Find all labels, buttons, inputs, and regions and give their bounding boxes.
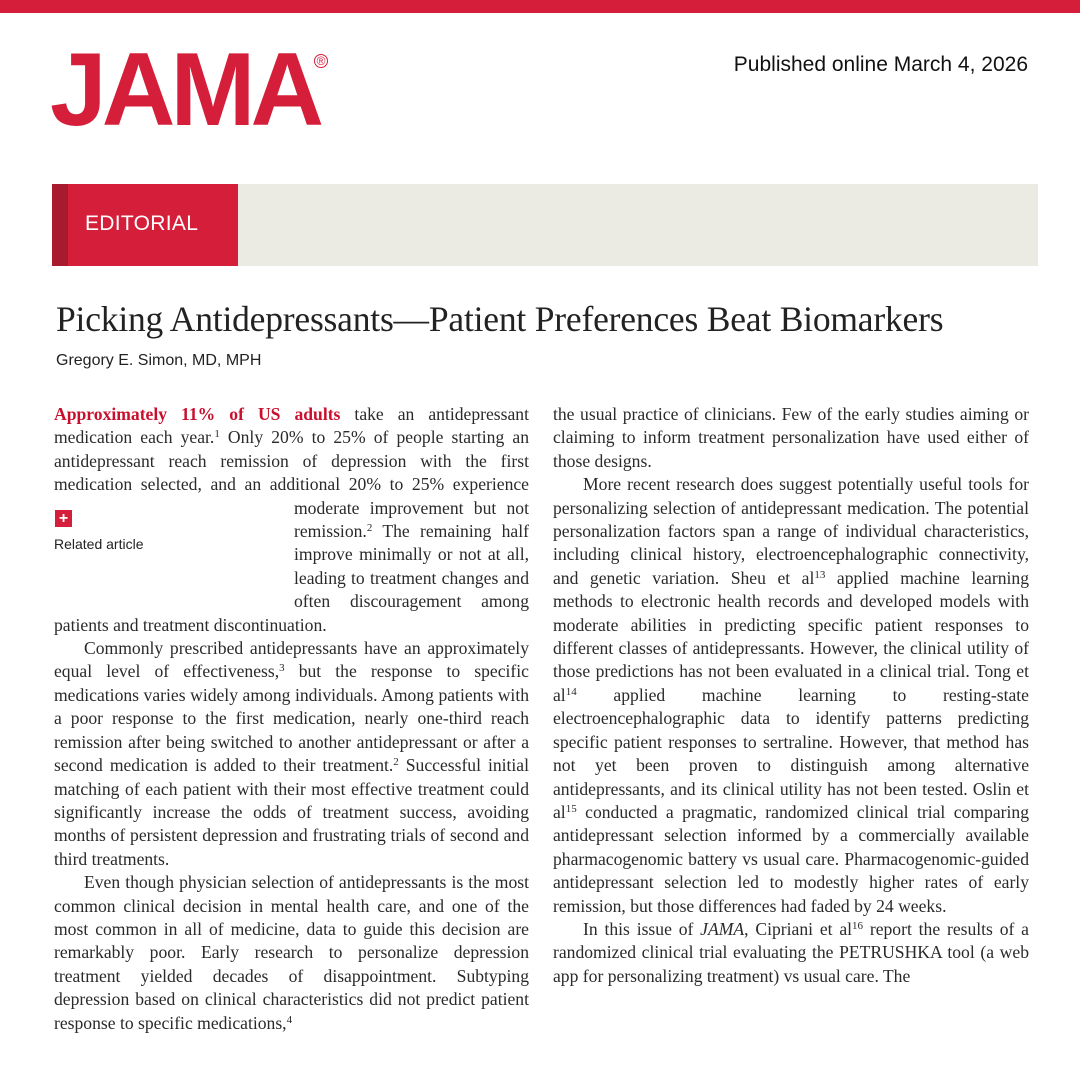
citation-ref[interactable]: 3 bbox=[279, 662, 285, 675]
lead-in-text: Approximately 11% of US adults bbox=[54, 404, 341, 424]
citation-ref[interactable]: 16 bbox=[852, 919, 864, 932]
text-run: applied machine learning to resting-state electroencephalographic data to identify patterns predicting specific patient responses to sertraline. However, that method has not yet been proven to distinguish among alternative antidepressants, and its clinical utility has not been tested. Oslin et al bbox=[553, 684, 1029, 822]
text-run: In this issue of bbox=[583, 918, 701, 939]
citation-ref[interactable]: 14 bbox=[565, 685, 577, 698]
citation-ref[interactable]: 2 bbox=[366, 522, 373, 535]
top-accent-bar bbox=[0, 0, 1080, 13]
journal-logo[interactable]: JAMA bbox=[50, 32, 320, 148]
text-run: The remaining half improve minimally or not at all, leading to treatment changes and often discouragement among patients and treatment discontinuation. bbox=[54, 521, 529, 635]
text-run: take an antidepressant medication each year. bbox=[54, 404, 529, 448]
citation-ref[interactable]: 13 bbox=[814, 568, 826, 581]
article-author: Gregory E. Simon, MD, MPH bbox=[56, 352, 262, 369]
right-paragraph-2 bbox=[553, 473, 1029, 918]
registered-mark: ® bbox=[314, 54, 328, 68]
article-title: Picking Antidepressants—Patient Preferences Beat Biomarkers bbox=[56, 299, 944, 339]
left-paragraph-1 bbox=[54, 403, 529, 637]
left-paragraph-3 bbox=[54, 871, 529, 1035]
text-run: Commonly prescribed antidepressants have an approximately equal level of effectiveness, bbox=[54, 638, 529, 682]
section-band bbox=[52, 184, 1038, 266]
text-run: Even though physician selection of antidepressants is the most common clinical decision in mental health care, and one of the most common in all of medicine, data to guide this decision are remarkably poor. Early research to personalize depression treatment yielded decades of disappointment. Subtyping depression based on clinical characteristics did not predict patient response to specific medications, bbox=[54, 872, 529, 1033]
left-paragraph-2 bbox=[54, 637, 529, 871]
related-article-box[interactable] bbox=[54, 497, 294, 591]
right-paragraph-3 bbox=[553, 918, 1029, 988]
text-run: but the response to specific medications varies widely among individuals. Among patients with a poor response to the first medication, nearly one-third reach remission after being switched to another antidepressant or after a second medication is added to their treatment. bbox=[54, 661, 529, 776]
citation-ref[interactable]: 1 bbox=[214, 428, 220, 441]
left-column bbox=[54, 403, 529, 1035]
citation-ref[interactable]: 4 bbox=[286, 1013, 293, 1026]
text-run: Successful initial matching of each patient with their most effective treatment could significantly increase the odds of treatment success, avoiding months of persistent depression and frustrating trials of second and third treatments. bbox=[54, 755, 529, 869]
text-run: Only 20% to 25% of people starting an antidepressant reach remission of depression with the first medication selected, and an additional 20% to 25% experience + Related article moderate improvement but not remission. bbox=[54, 427, 529, 541]
journal-name-italic: JAMA bbox=[700, 918, 745, 939]
citation-ref[interactable]: 2 bbox=[393, 756, 399, 769]
page-bottom-margin bbox=[0, 1063, 1080, 1080]
text-run: applied machine learning methods to electronic health records and developed models with moderate abilities in predicting specific patient responses to different classes of antidepressants. However, the clinical utility of those predictions has not been evaluated in a clinical trial. Tong et al bbox=[553, 567, 1029, 705]
text-run: More recent research does suggest potentially useful tools for personalizing selection of antidepressant medication. The potential personalization factors span a range of individual characteristics, including clinical history, electroencephalographic connectivity, and genetic variation. Sheu et al bbox=[553, 474, 1029, 588]
text-run: , Cipriani et al bbox=[744, 918, 853, 939]
section-label: EDITORIAL bbox=[85, 212, 199, 235]
right-column bbox=[553, 403, 1029, 988]
plus-icon[interactable]: + bbox=[55, 510, 72, 527]
publication-date: Published online March 4, 2026 bbox=[733, 53, 1028, 76]
section-tab bbox=[52, 184, 238, 266]
section-tab-edge bbox=[52, 184, 68, 266]
text-run: conducted a pragmatic, randomized clinical trial comparing antidepressant selection informed by a commercially available pharmacogenomic battery vs usual care. Pharmacogenomic-guided antidepressant selection led to modestly higher rates of early remission, but those differences had faded by 24 weeks. bbox=[553, 801, 1029, 916]
related-article-label[interactable]: Related article bbox=[54, 535, 144, 552]
citation-ref[interactable]: 15 bbox=[565, 802, 577, 815]
right-paragraph-1: the usual practice of clinicians. Few of the early studies aiming or claiming to inform treatment personalization have used either of those designs. bbox=[553, 404, 1029, 471]
text-run: report the results of a randomized clinical trial evaluating the PETRUSHKA tool (a web app for personalizing treatment) vs usual care. The bbox=[553, 918, 1029, 986]
